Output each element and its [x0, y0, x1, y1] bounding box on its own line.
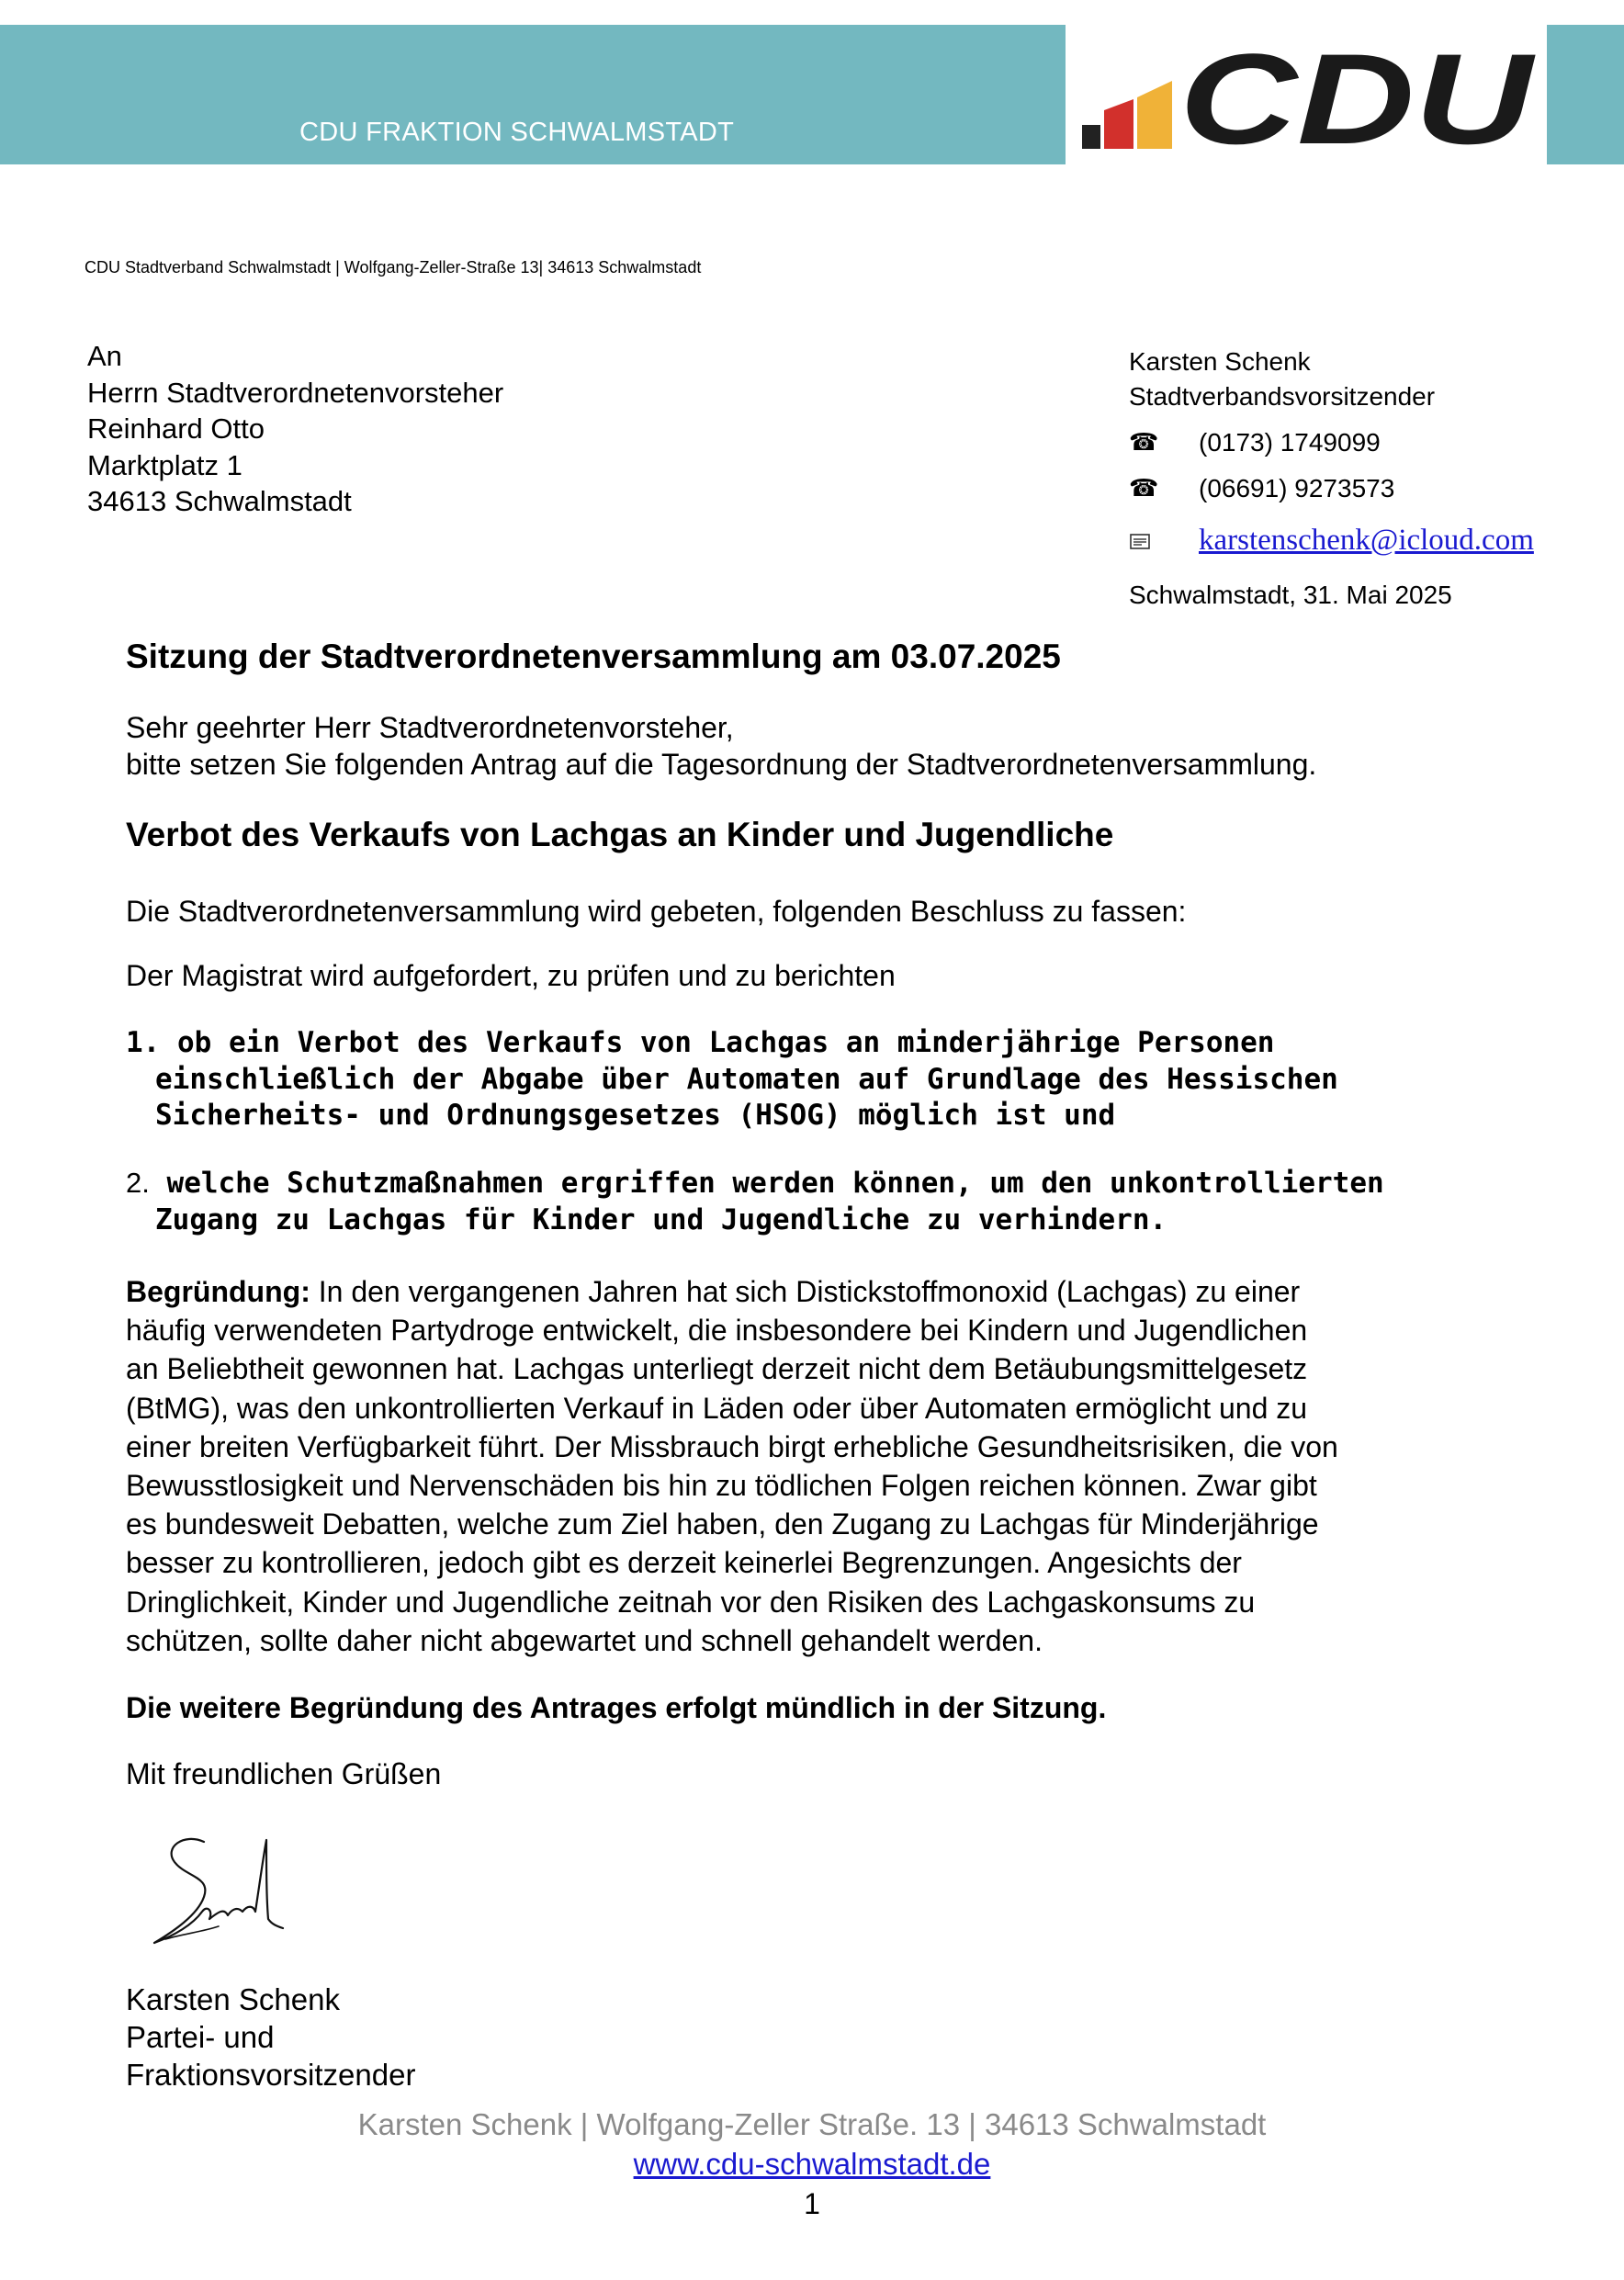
address-line: Reinhard Otto	[87, 412, 265, 445]
address-line: 34613 Schwalmstadt	[87, 485, 352, 517]
signer-block	[126, 1981, 415, 2094]
reason-label: Begründung:	[126, 1275, 310, 1308]
reason-line: an Beliebtheit gewonnen hat. Lachgas unterliegt derzeit nicht dem Betäubungsmittelgesetz	[126, 1352, 1308, 1386]
email-row	[1129, 524, 1570, 560]
signer-title: Partei- und	[126, 2020, 275, 2054]
sender-line: CDU Stadtverband Schwalmstadt | Wolfgang-Zeller-Straße 13| 34613 Schwalmstadt	[85, 258, 702, 277]
address-line: Herrn Stadtverordnetenvorsteher	[87, 376, 504, 409]
telephone-icon: ☎	[1129, 428, 1159, 456]
item-number: 2.	[126, 1167, 150, 1199]
reason-line: besser zu kontrollieren, jedoch gibt es derzeit keinerlei Begrenzungen. Angesichts der	[126, 1546, 1242, 1580]
reason-line: einer breiten Verfügbarkeit führt. Der Missbrauch birgt erhebliche Gesundheitsrisiken, die von	[126, 1429, 1338, 1463]
contact-role: Stadtverbandsvorsitzender	[1129, 382, 1436, 411]
phone-row-1	[1129, 428, 1496, 461]
signer-name: Karsten Schenk	[126, 1982, 340, 2016]
reasoning-paragraph	[126, 1272, 1504, 1660]
address-line: An	[87, 340, 122, 372]
subject-heading: Sitzung der Stadtverordnetenversammlung am 03.07.2025	[126, 638, 1061, 675]
phone-row-2	[1129, 474, 1496, 507]
cdu-logo	[1080, 44, 1539, 152]
reason-line: Dringlichkeit, Kinder und Jugendliche zeitnah vor den Risiken des Lachgaskonsums zu	[126, 1585, 1256, 1619]
date-line: Schwalmstadt, 31. Mai 2025	[1129, 581, 1452, 609]
item-line: welche Schutzmaßnahmen ergriffen werden können, um den unkontrollierten	[166, 1167, 1384, 1200]
closing-statement: Die weitere Begründung des Antrages erfolgt mündlich in der Sitzung.	[126, 1691, 1107, 1724]
logo-bar-red	[1104, 99, 1133, 149]
contact-name: Karsten Schenk	[1129, 347, 1311, 376]
signer-title: Fraktionsvorsitzender	[126, 2058, 416, 2092]
footer-address: Karsten Schenk | Wolfgang-Zeller Straße. 13 | 34613 Schwalmstadt	[357, 2107, 1267, 2141]
list-item	[126, 1165, 1384, 1238]
reason-line: Bewusstlosigkeit und Nervenschäden bis hin zu tödlichen Folgen reichen können. Zwar gibt	[126, 1469, 1317, 1503]
reason-line: häufig verwendeten Partydroge entwickelt, die insbesondere bei Kindern und Jugendlichen	[126, 1314, 1308, 1348]
item-line: ob ein Verbot des Verkaufs von Lachgas an minderjährige Personen	[177, 1026, 1275, 1059]
reason-line: (BtMG), was den unkontrollierten Verkauf in Läden oder über Automaten ermöglicht und zu	[126, 1391, 1308, 1425]
item-line: Sicherheits- und Ordnungsgesetzes (HSOG) möglich ist und	[155, 1099, 1116, 1132]
reason-line: In den vergangenen Jahren hat sich Distickstoffmonoxid (Lachgas) zu einer	[310, 1275, 1301, 1308]
phone-number: (06691) 9273573	[1199, 474, 1395, 502]
reason-line: schützen, sollte daher nicht abgewartet und schnell gehandelt werden.	[126, 1623, 1043, 1657]
email-icon	[1129, 529, 1156, 558]
page-number: 1	[804, 2187, 820, 2220]
salutation-line: Sehr geehrter Herr Stadtverordnetenvorsteher,	[126, 711, 734, 744]
motion-title: Verbot des Verkaufs von Lachgas an Kinder und Jugendliche	[126, 816, 1114, 853]
greeting: Mit freundlichen Grüßen	[126, 1757, 442, 1790]
header-band-right	[1547, 25, 1624, 164]
signature	[147, 1823, 331, 1961]
intro-text: Die Stadtverordnetenversammlung wird gebeten, folgenden Beschluss zu fassen:	[126, 895, 1187, 928]
salutation-line: bitte setzen Sie folgenden Antrag auf die Tagesordnung der Stadtverordnetenversammlung.	[126, 748, 1317, 781]
logo-bar-yellow	[1137, 81, 1172, 149]
recipient-address	[87, 338, 503, 520]
website-link[interactable]: www.cdu-schwalmstadt.de	[633, 2147, 991, 2181]
item-number: 1.	[126, 1026, 161, 1059]
item-line: Zugang zu Lachgas für Kinder und Jugendliche zu verhindern.	[155, 1202, 1167, 1236]
intro-text: Der Magistrat wird aufgefordert, zu prüfen und zu berichten	[126, 959, 896, 992]
salutation	[126, 709, 1316, 783]
item-line: einschließlich der Abgabe über Automaten auf Grundlage des Hessischen	[155, 1062, 1338, 1096]
email-link[interactable]: karstenschenk@icloud.com	[1199, 524, 1534, 557]
telephone-icon: ☎	[1129, 474, 1159, 502]
list-item	[126, 1025, 1338, 1134]
address-line: Marktplatz 1	[87, 448, 242, 481]
header-title: CDU FRAKTION SCHWALMSTADT	[299, 118, 735, 147]
logo-bar-dark	[1082, 125, 1100, 149]
phone-number: (0173) 1749099	[1199, 428, 1381, 457]
logo-text: CDU	[1179, 44, 1536, 152]
footer-website	[0, 2147, 1624, 2182]
reason-line: es bundesweit Debatten, welche zum Ziel haben, den Zugang zu Lachgas für Minderjährige	[126, 1507, 1319, 1541]
